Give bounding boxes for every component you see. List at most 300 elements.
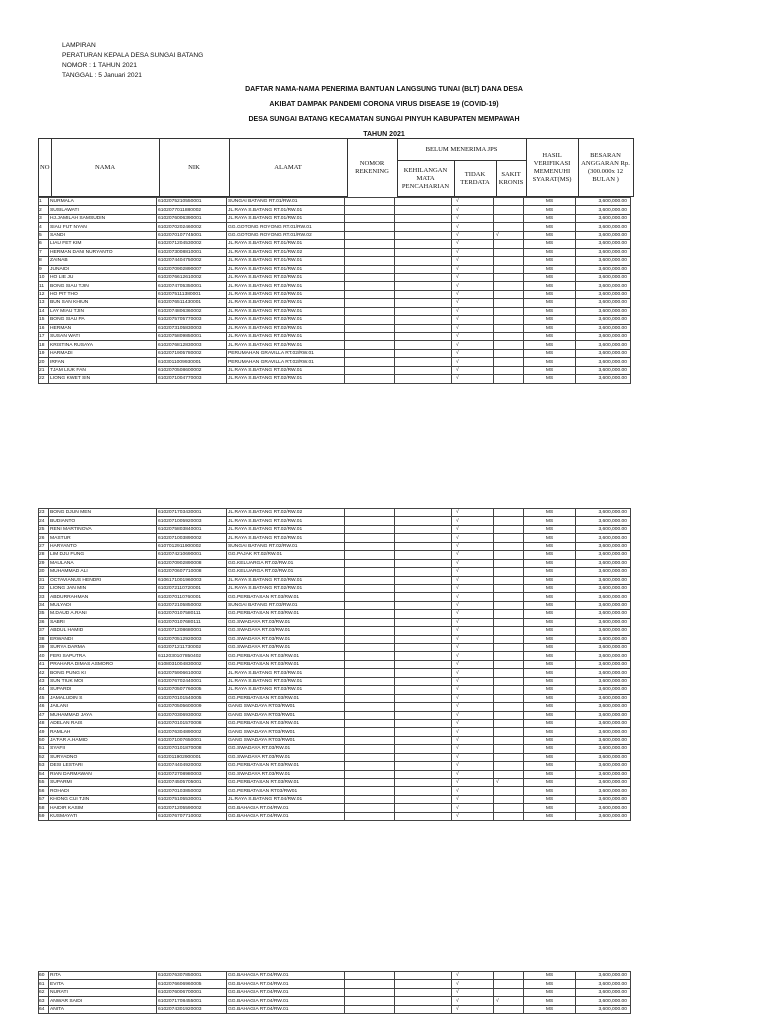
table-row (39, 703, 631, 711)
cell-nik: 6102071708455001 (157, 997, 227, 1005)
document-titles (0, 82, 768, 142)
cell-tidak-terdata: √ (452, 997, 494, 1005)
cell-no: 2 (39, 206, 49, 214)
cell-sakit (494, 551, 524, 559)
cell-hasil: MS (524, 366, 576, 374)
table-row (39, 652, 631, 660)
cell-nama: NURATI (49, 988, 157, 996)
cell-no: 10 (39, 273, 49, 281)
cell-hasil: MS (524, 1005, 576, 1013)
cell-besaran: 3,600,000.00 (576, 223, 631, 231)
cell-alamat: SUNGAI BATANG RT.02/RW.01 (227, 542, 345, 550)
cell-hasil: MS (524, 525, 576, 533)
cell-no: 34 (39, 601, 49, 609)
cell-nama: RAMLAH (49, 728, 157, 736)
cell-alamat: SUNGAI BATANG RT.03/RW.01 (227, 601, 345, 609)
cell-rekening (345, 568, 395, 576)
cell-rekening (345, 248, 395, 256)
cell-tidak-terdata: √ (452, 333, 494, 341)
table-row (39, 568, 631, 576)
cell-nik: 6102070607710008 (157, 568, 227, 576)
cell-besaran: 3,600,000.00 (576, 517, 631, 525)
cell-sakit (494, 610, 524, 618)
cell-hasil: MS (524, 669, 576, 677)
cell-nama: HO PIT THO (49, 290, 157, 298)
cell-nik: 6102076606960005 (157, 980, 227, 988)
cell-kehilangan (395, 559, 452, 567)
cell-hasil: MS (524, 257, 576, 265)
cell-tidak-terdata: √ (452, 240, 494, 248)
cell-besaran: 3,600,000.00 (576, 358, 631, 366)
cell-rekening (345, 601, 395, 609)
cell-rekening (345, 997, 395, 1005)
cell-no: 3 (39, 214, 49, 222)
cell-no: 44 (39, 686, 49, 694)
cell-alamat: GG.SWADAYA RT.03/RW.01 (227, 753, 345, 761)
cell-nama: MASTUR (49, 534, 157, 542)
cell-nik: 6102076812830003 (157, 341, 227, 349)
table-row (39, 601, 631, 609)
cell-sakit (494, 240, 524, 248)
cell-hasil: MS (524, 584, 576, 592)
cell-kehilangan (395, 307, 452, 315)
cell-nama: SURYA DARMA (49, 644, 157, 652)
cell-hasil: MS (524, 517, 576, 525)
cell-besaran: 3,600,000.00 (576, 584, 631, 592)
cell-nama: HARMADI (49, 349, 157, 357)
cell-sakit (494, 257, 524, 265)
cell-besaran: 3,600,000.00 (576, 333, 631, 341)
cell-no: 18 (39, 341, 49, 349)
cell-sakit (494, 652, 524, 660)
cell-sakit (494, 316, 524, 324)
cell-besaran: 3,600,000.00 (576, 349, 631, 357)
cell-nik: 6102070101570008 (157, 719, 227, 727)
cell-rekening (345, 694, 395, 702)
cell-kehilangan (395, 593, 452, 601)
cell-tidak-terdata: √ (452, 618, 494, 626)
cell-hasil: MS (524, 762, 576, 770)
cell-kehilangan (395, 753, 452, 761)
cell-besaran: 3,600,000.00 (576, 660, 631, 668)
cell-alamat: JL.RAYA S.BATANG RT.02/RW.01 (227, 366, 345, 374)
table-row (39, 635, 631, 643)
cell-no: 40 (39, 652, 49, 660)
cell-hasil: MS (524, 770, 576, 778)
cell-no: 57 (39, 795, 49, 803)
cell-hasil: MS (524, 593, 576, 601)
table-row (39, 980, 631, 988)
cell-no: 42 (39, 669, 49, 677)
cell-sakit (494, 972, 524, 980)
cell-alamat: GG.GOTONG ROYONG RT.01/RW.01 (227, 223, 345, 231)
cell-nama: MULYADI (49, 601, 157, 609)
cell-hasil: MS (524, 534, 576, 542)
cell-besaran: 3,600,000.00 (576, 669, 631, 677)
cell-besaran: 3,600,000.00 (576, 644, 631, 652)
cell-tidak-terdata: √ (452, 576, 494, 584)
table-row (39, 1005, 631, 1013)
cell-nama: MUHAMMAD JAYA (49, 711, 157, 719)
cell-alamat: GG.SWADAYA RT.03/RW.01 (227, 770, 345, 778)
cell-besaran: 3,600,000.00 (576, 525, 631, 533)
cell-kehilangan (395, 349, 452, 357)
cell-tidak-terdata: √ (452, 728, 494, 736)
table-row (39, 812, 631, 820)
cell-besaran: 3,600,000.00 (576, 273, 631, 281)
table-row (39, 795, 631, 803)
cell-hasil: MS (524, 610, 576, 618)
cell-no: 52 (39, 753, 49, 761)
cell-sakit (494, 736, 524, 744)
beneficiary-table-page-3 (38, 971, 631, 1014)
cell-hasil: MS (524, 375, 576, 383)
cell-alamat: GG.PERBATASAN RT03/RW01 (227, 787, 345, 795)
cell-rekening (345, 703, 395, 711)
cell-rekening (345, 198, 395, 206)
cell-sakit (494, 559, 524, 567)
cell-rekening (345, 728, 395, 736)
cell-nik: 6102071005920003 (157, 517, 227, 525)
cell-hasil: MS (524, 551, 576, 559)
cell-hasil: MS (524, 719, 576, 727)
cell-alamat: JL.RAYA S.BATANG RT.04/RW.01 (227, 795, 345, 803)
cell-tidak-terdata: √ (452, 273, 494, 281)
cell-sakit: √ (494, 779, 524, 787)
cell-hasil: MS (524, 206, 576, 214)
document-title-line-2: AKIBAT DAMPAK PANDEMI CORONA VIRUS DISEASE 19 (COVID-19) (269, 101, 499, 108)
cell-kehilangan (395, 517, 452, 525)
cell-nama: HARYANTO (49, 542, 157, 550)
table-row (39, 341, 631, 349)
cell-besaran: 3,600,000.00 (576, 206, 631, 214)
cell-nama: LIONG JAN MIN (49, 584, 157, 592)
cell-sakit (494, 669, 524, 677)
cell-rekening (345, 517, 395, 525)
cell-tidak-terdata: √ (452, 265, 494, 273)
cell-besaran: 3,600,000.00 (576, 610, 631, 618)
cell-rekening (345, 686, 395, 694)
cell-nik: 6102071004770003 (157, 375, 227, 383)
cell-nik: 6102070512920003 (157, 635, 227, 643)
cell-no: 23 (39, 509, 49, 517)
cell-tidak-terdata: √ (452, 568, 494, 576)
table-row (39, 525, 631, 533)
cell-nama: ROHADI (49, 787, 157, 795)
cell-tidak-terdata: √ (452, 316, 494, 324)
cell-besaran: 3,600,000.00 (576, 677, 631, 685)
cell-no: 15 (39, 316, 49, 324)
cell-no: 11 (39, 282, 49, 290)
cell-kehilangan (395, 282, 452, 290)
cell-tidak-terdata: √ (452, 988, 494, 996)
cell-besaran: 3,600,000.00 (576, 559, 631, 567)
cell-besaran: 3,600,000.00 (576, 972, 631, 980)
cell-nama: ANITA (49, 1005, 157, 1013)
cell-nik: 6102074505705001 (157, 779, 227, 787)
cell-tidak-terdata: √ (452, 669, 494, 677)
cell-no: 59 (39, 812, 49, 820)
cell-tidak-terdata: √ (452, 198, 494, 206)
cell-nama: SUSILAWATI (49, 206, 157, 214)
cell-alamat: JL.RAYA S.BATANG RT.01/RW.01 (227, 265, 345, 273)
cell-kehilangan (395, 248, 452, 256)
cell-kehilangan (395, 686, 452, 694)
table-row (39, 349, 631, 357)
cell-sakit (494, 206, 524, 214)
cell-sakit (494, 568, 524, 576)
cell-alamat: GG.PERBATASAN RT.03/RW.01 (227, 660, 345, 668)
cell-nama: JUNAIDI (49, 265, 157, 273)
cell-kehilangan (395, 198, 452, 206)
cell-nik: 6102070101870008 (157, 745, 227, 753)
cell-hasil: MS (524, 273, 576, 281)
cell-sakit (494, 635, 524, 643)
cell-sakit (494, 584, 524, 592)
cell-nik: 6102071208680001 (157, 627, 227, 635)
cell-alamat: JL.RAYA S.BATANG RT.02/RW.01 (227, 282, 345, 290)
cell-tidak-terdata: √ (452, 795, 494, 803)
cell-kehilangan (395, 804, 452, 812)
cell-no: 63 (39, 997, 49, 1005)
cell-kehilangan (395, 711, 452, 719)
cell-no: 25 (39, 525, 49, 533)
cell-alamat: GG.SWADAYA RT.03/RW.01 (227, 745, 345, 753)
cell-kehilangan (395, 627, 452, 635)
cell-alamat: GANG SWADAYA RT03/RW01 (227, 728, 345, 736)
cell-sakit (494, 601, 524, 609)
cell-hasil: MS (524, 601, 576, 609)
cell-no: 64 (39, 1005, 49, 1013)
cell-no: 54 (39, 770, 49, 778)
cell-hasil: MS (524, 795, 576, 803)
cell-rekening (345, 341, 395, 349)
cell-no: 7 (39, 248, 49, 256)
table-row (39, 307, 631, 315)
cell-rekening (345, 610, 395, 618)
cell-nik: 6102075111380001 (157, 290, 227, 298)
cell-hasil: MS (524, 703, 576, 711)
cell-nik: 6102076511430001 (157, 299, 227, 307)
cell-no: 33 (39, 593, 49, 601)
cell-besaran: 3,600,000.00 (576, 576, 631, 584)
cell-no: 17 (39, 333, 49, 341)
col-header-alamat: ALAMAT (229, 139, 347, 197)
cell-rekening (345, 584, 395, 592)
cell-nama: KHONG CUI TJIN (49, 795, 157, 803)
cell-besaran: 3,600,000.00 (576, 762, 631, 770)
cell-alamat: JL.RAYA S.BATANG RT.01/RW.01 (227, 214, 345, 222)
cell-no: 35 (39, 610, 49, 618)
table-row (39, 745, 631, 753)
cell-tidak-terdata: √ (452, 762, 494, 770)
cell-hasil: MS (524, 568, 576, 576)
cell-alamat: JL.RAYA S.BATANG RT.02/RW.01 (227, 333, 345, 341)
table-row (39, 366, 631, 374)
cell-nik: 6102077011880002 (157, 206, 227, 214)
cell-no: 43 (39, 677, 49, 685)
cell-besaran: 3,600,000.00 (576, 736, 631, 744)
cell-tidak-terdata: √ (452, 703, 494, 711)
cell-nama: ANWAR SAIDI (49, 997, 157, 1005)
cell-no: 8 (39, 257, 49, 265)
cell-alamat: JL.RAYA S.BATANG RT.02/RW.01 (227, 576, 345, 584)
cell-sakit (494, 593, 524, 601)
cell-rekening (345, 559, 395, 567)
table-row (39, 324, 631, 332)
cell-hasil: MS (524, 711, 576, 719)
cell-tidak-terdata: √ (452, 635, 494, 643)
cell-nama: NURMALA (49, 198, 157, 206)
cell-sakit (494, 333, 524, 341)
cell-nik: 6102074806360002 (157, 307, 227, 315)
cell-sakit (494, 686, 524, 694)
cell-kehilangan (395, 341, 452, 349)
cell-besaran: 3,600,000.00 (576, 509, 631, 517)
cell-nik: 6102076612610002 (157, 273, 227, 281)
cell-hasil: MS (524, 686, 576, 694)
cell-tidak-terdata: √ (452, 206, 494, 214)
cell-nik: 6102070902890007 (157, 265, 227, 273)
cell-kehilangan (395, 779, 452, 787)
cell-hasil: MS (524, 509, 576, 517)
cell-alamat: JL.RAYA S.BATANG RT.02/RW.02 (227, 509, 345, 517)
cell-tidak-terdata: √ (452, 517, 494, 525)
cell-besaran: 3,600,000.00 (576, 719, 631, 727)
cell-alamat: JL.RAYA S.BATANG RT.02/RW.01 (227, 316, 345, 324)
cell-kehilangan (395, 736, 452, 744)
cell-besaran: 3,600,000.00 (576, 1005, 631, 1013)
cell-nama: BONG SIAU PA (49, 316, 157, 324)
cell-alamat: JL.RAYA S.BATANG RT.02/RW.01 (227, 584, 345, 592)
cell-rekening (345, 307, 395, 315)
cell-no: 61 (39, 980, 49, 988)
cell-hasil: MS (524, 980, 576, 988)
cell-nik: 6102070902890008 (157, 559, 227, 567)
cell-hasil: MS (524, 559, 576, 567)
cell-nama: BUDIANTO (49, 517, 157, 525)
cell-alamat: GG.BAHAGIA RT.04/RW.01 (227, 997, 345, 1005)
cell-hasil: MS (524, 627, 576, 635)
cell-rekening (345, 770, 395, 778)
table-row (39, 753, 631, 761)
table-row (39, 542, 631, 550)
table-header (38, 138, 634, 197)
cell-alamat: GG.PERBATASAN RT.03/RW.01 (227, 779, 345, 787)
cell-rekening (345, 214, 395, 222)
cell-nik: 6102075105530001 (157, 795, 227, 803)
cell-rekening (345, 324, 395, 332)
col-header-kehilangan: KEHILANGAN MATA PENCAHARIAN (397, 161, 454, 197)
cell-sakit (494, 677, 524, 685)
cell-nik: 6102070107745001 (157, 231, 227, 239)
cell-no: 46 (39, 703, 49, 711)
cell-no: 14 (39, 307, 49, 315)
cell-besaran: 3,600,000.00 (576, 534, 631, 542)
cell-besaran: 3,600,000.00 (576, 997, 631, 1005)
cell-nama: MAULANA (49, 559, 157, 567)
cell-kehilangan (395, 525, 452, 533)
cell-rekening (345, 762, 395, 770)
cell-kehilangan (395, 1005, 452, 1013)
table-row (39, 972, 631, 980)
cell-rekening (345, 358, 395, 366)
cell-nik: 6102075210550001 (157, 198, 227, 206)
cell-kehilangan (395, 601, 452, 609)
cell-kehilangan (395, 677, 452, 685)
cell-nama: EVITA (49, 980, 157, 988)
cell-hasil: MS (524, 307, 576, 315)
cell-tidak-terdata: √ (452, 542, 494, 550)
cell-sakit (494, 703, 524, 711)
cell-sakit (494, 273, 524, 281)
cell-nama: KUSMAYATI (49, 812, 157, 820)
cell-tidak-terdata: √ (452, 753, 494, 761)
regulation-number: NOMOR : 1 TAHUN 2021 (62, 62, 137, 69)
cell-besaran: 3,600,000.00 (576, 257, 631, 265)
cell-alamat: JL.RAYA S.BATANG RT.02/RW.01 (227, 375, 345, 383)
cell-rekening (345, 333, 395, 341)
cell-kehilangan (395, 324, 452, 332)
cell-kehilangan (395, 997, 452, 1005)
cell-besaran: 3,600,000.00 (576, 627, 631, 635)
cell-nik: 6102070507760005 (157, 686, 227, 694)
cell-nama: LAY MIAU TJIN (49, 307, 157, 315)
cell-sakit (494, 988, 524, 996)
cell-nama: DESI LESTARI (49, 762, 157, 770)
col-header-rekening: NOMOR REKENING (347, 139, 397, 197)
cell-kehilangan (395, 375, 452, 383)
cell-sakit: √ (494, 231, 524, 239)
cell-kehilangan (395, 669, 452, 677)
cell-no: 60 (39, 972, 49, 980)
cell-sakit: √ (494, 997, 524, 1005)
table-row (39, 762, 631, 770)
cell-hasil: MS (524, 736, 576, 744)
cell-hasil: MS (524, 997, 576, 1005)
cell-kehilangan (395, 988, 452, 996)
cell-nama: HERMAN (49, 324, 157, 332)
cell-sakit (494, 223, 524, 231)
cell-tidak-terdata: √ (452, 694, 494, 702)
cell-hasil: MS (524, 728, 576, 736)
table-row (39, 299, 631, 307)
col-header-nama: NAMA (51, 139, 159, 197)
cell-tidak-terdata: √ (452, 972, 494, 980)
cell-alamat: GG.BAHAGIA RT.04/RW.01 (227, 1005, 345, 1013)
beneficiary-table-page-2 (38, 508, 631, 821)
cell-sakit (494, 534, 524, 542)
cell-nama: SUSAN WATI (49, 333, 157, 341)
document-title-line-1: DAFTAR NAMA-NAMA PENERIMA BANTUAN LANGSUNG TUNAI (BLT) DANA DESA (245, 86, 523, 93)
cell-rekening (345, 375, 395, 383)
cell-nama: SIAU FUT NYAN (49, 223, 157, 231)
cell-alamat: PERUMAHAN GRAVILLA RT.02/RW.01 (227, 358, 345, 366)
cell-nik: 6106171001960003 (157, 576, 227, 584)
cell-kehilangan (395, 745, 452, 753)
cell-alamat: GANG SWADAYA RT03/RW01 (227, 736, 345, 744)
cell-besaran: 3,600,000.00 (576, 770, 631, 778)
cell-nama: HAIDIR KASIM (49, 804, 157, 812)
cell-rekening (345, 677, 395, 685)
cell-tidak-terdata: √ (452, 584, 494, 592)
cell-no: 31 (39, 576, 49, 584)
cell-tidak-terdata: √ (452, 745, 494, 753)
cell-nik: 6102071003890002 (157, 534, 227, 542)
cell-besaran: 3,600,000.00 (576, 686, 631, 694)
cell-kehilangan (395, 787, 452, 795)
cell-alamat: JL.RAYA S.BATANG RT.02/RW.01 (227, 324, 345, 332)
